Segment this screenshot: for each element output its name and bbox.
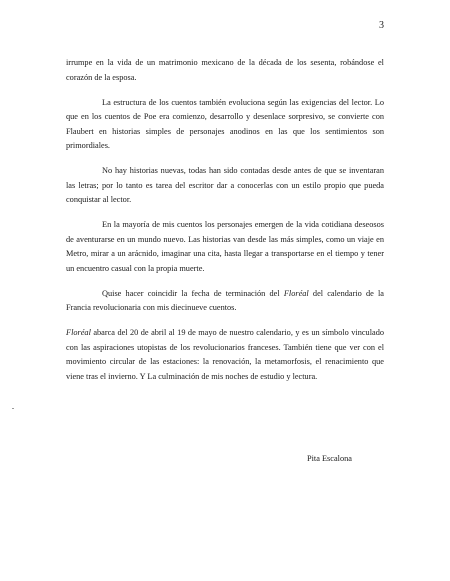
paragraph-floreal-date [66,287,384,316]
paragraph-floreal-meaning [66,326,384,384]
paragraph-no-new-stories: No hay historias nuevas, todas han sido contadas desde antes de que se inventaran las letras; por lo tanto es tarea del escritor dar a conocerlas con un estilo propio que pueda conquistar al lector. [66,166,384,204]
floreal-italic: Floréal [66,328,91,337]
author-signature: Pita Escalona [307,454,352,463]
margin-mark [12,408,14,409]
document-body [66,56,384,395]
paragraph-text: del calendario de la Francia revolucionaria con mis diecinueve cuentos. [66,288,384,312]
paragraph-characters: En la mayoría de mis cuentos los personajes emergen de la vida cotidiana deseosos de aventurarse en un mundo nuevo. Las historias van desde las más simples, como un viaje en Metro, mirar a un arácnido, imaginar una cita, hasta llegar a transportarse en el tiempo y tener un encuentro casual con la propia muerte. [66,220,384,273]
paragraph-continuation: irrumpe en la vida de un matrimonio mexicano de la década de los sesenta, robándose el corazón de la esposa. [66,58,384,82]
paragraph-structure: La estructura de los cuentos también evoluciona según las exigencias del lector. Lo que en los cuentos de Poe era comienzo, desarrollo y desenlace sorpresivo, se convierte con Flaubert en historias simples de personajes anodinos en las que los sentimientos son primordiales. [66,97,384,150]
paragraph-text: abarca del 20 de abril al 19 de mayo de nuestro calendario, y es un símbolo vinculado con las aspiraciones utopistas de los revolucionarios franceses. También tiene que ver con el movimiento circular de las estaciones: la renovación, la metamorfosis, el renacimiento que viene tras el invierno. Y La culminación de mis noches de estudio y lectura. [66,328,384,381]
paragraph-text: Quise hacer coincidir la fecha de terminación del [102,288,284,298]
page-number: 3 [379,20,384,31]
floreal-italic: Floréal [283,288,309,298]
